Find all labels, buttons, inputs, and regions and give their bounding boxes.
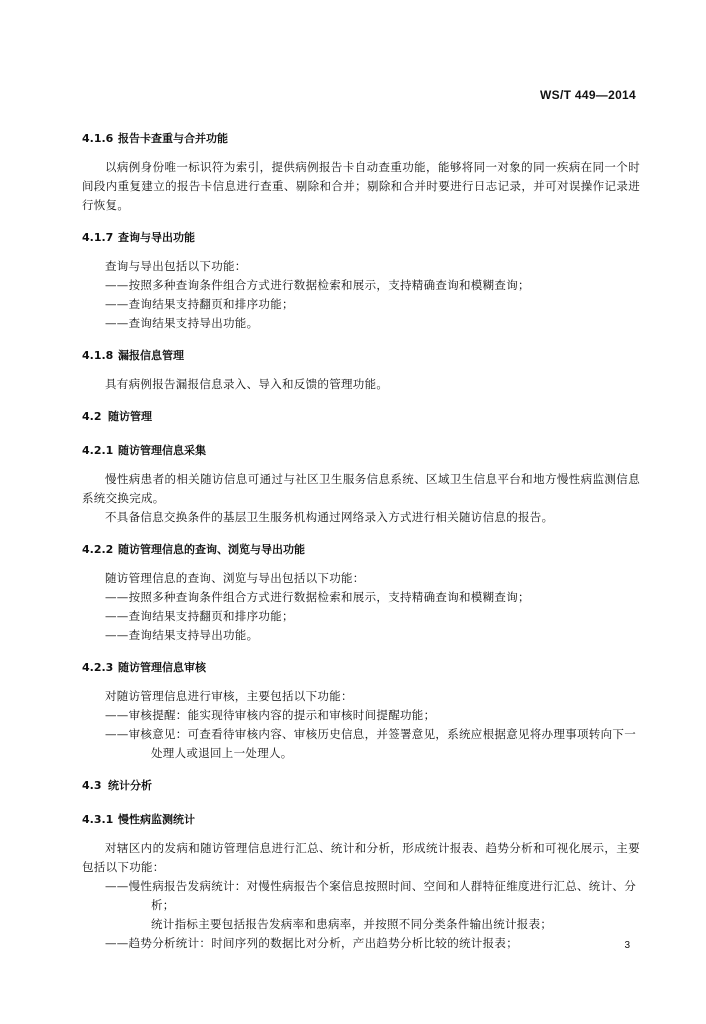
section-number: 4.2.2 — [82, 543, 114, 556]
paragraph: 不具备信息交换条件的基层卫生服务机构通过网络录入方式进行相关随访信息的报告。 — [105, 510, 554, 524]
standard-id: WS/T 449—2014 — [540, 88, 636, 102]
section-title: 随访管理信息采集 — [118, 444, 206, 457]
section-number: 4.3 — [82, 779, 102, 792]
list-item: ——慢性病报告发病统计：对慢性病报告个案信息按照时间、空间和人群特征维度进行汇总、统计、分析； — [105, 879, 636, 912]
section-title: 报告卡查重与合并功能 — [118, 132, 228, 145]
paragraph: 查询与导出包括以下功能： — [105, 259, 247, 273]
section-heading — [82, 345, 640, 367]
paragraph: 慢性病患者的相关随访信息可通过与社区卫生服务信息系统、区域卫生信息平台和地方慢性病监测信息系统交换完成。 — [82, 472, 640, 505]
list-item: ——查询结果支持翻页和排序功能； — [105, 297, 294, 311]
list-item: ——查询结果支持导出功能。 — [105, 628, 259, 642]
section-title: 慢性病监测统计 — [118, 813, 195, 826]
section-number: 4.3.1 — [82, 813, 114, 826]
section-number: 4.1.8 — [82, 349, 114, 362]
section-number: 4.2.3 — [82, 661, 114, 674]
paragraph: 具有病例报告漏报信息录入、导入和反馈的管理功能。 — [105, 377, 389, 391]
section-title: 随访管理信息审核 — [118, 661, 206, 674]
section-number: 4.1.7 — [82, 231, 114, 244]
section-heading — [82, 809, 640, 831]
page-number: 3 — [624, 940, 630, 951]
section-title: 随访管理信息的查询、浏览与导出功能 — [118, 543, 305, 556]
section-title: 随访管理 — [108, 410, 152, 423]
document-body — [82, 128, 640, 953]
list-item: ——按照多种查询条件组合方式进行数据检索和展示，支持精确查询和模糊查询； — [105, 590, 530, 604]
section-heading — [82, 227, 640, 249]
section-number: 4.2.1 — [82, 444, 114, 457]
section-heading — [82, 440, 640, 462]
section-number: 4.2 — [82, 410, 102, 423]
section-heading — [82, 657, 640, 679]
paragraph: 随访管理信息的查询、浏览与导出包括以下功能： — [105, 571, 365, 585]
list-item: ——查询结果支持导出功能。 — [105, 316, 259, 330]
section-heading — [82, 539, 640, 561]
paragraph: 以病例身份唯一标识符为索引，提供病例报告卡自动查重功能，能够将同一对象的同一疾病在同一个时间段内重复建立的报告卡信息进行查重、剔除和合并；剔除和合并时要进行日志记录，并可对误操作记录进行恢复。 — [82, 160, 640, 212]
section-heading — [82, 406, 640, 428]
list-item: ——趋势分析统计：时间序列的数据比对分析，产出趋势分析比较的统计报表； — [105, 936, 518, 950]
list-item: ——审核提醒：能实现待审核内容的提示和审核时间提醒功能； — [105, 708, 436, 722]
section-title: 统计分析 — [108, 779, 152, 792]
list-item: ——按照多种查询条件组合方式进行数据检索和展示，支持精确查询和模糊查询； — [105, 278, 530, 292]
section-title: 漏报信息管理 — [118, 349, 184, 362]
paragraph: 对随访管理信息进行审核，主要包括以下功能： — [105, 689, 353, 703]
section-title: 查询与导出功能 — [118, 231, 195, 244]
section-heading — [82, 128, 640, 150]
list-item-note: 统计指标主要包括报告发病率和患病率，并按照不同分类条件输出统计报表； — [151, 917, 553, 931]
paragraph: 对辖区内的发病和随访管理信息进行汇总、统计和分析，形成统计报表、趋势分析和可视化展示，主要包括以下功能： — [82, 841, 640, 874]
section-number: 4.1.6 — [82, 132, 114, 145]
section-heading — [82, 775, 640, 797]
list-item: ——审核意见：可查看待审核内容、审核历史信息，并签署意见，系统应根据意见将办理事项转向下一处理人或退回上一处理人。 — [105, 727, 636, 760]
list-item: ——查询结果支持翻页和排序功能； — [105, 609, 294, 623]
